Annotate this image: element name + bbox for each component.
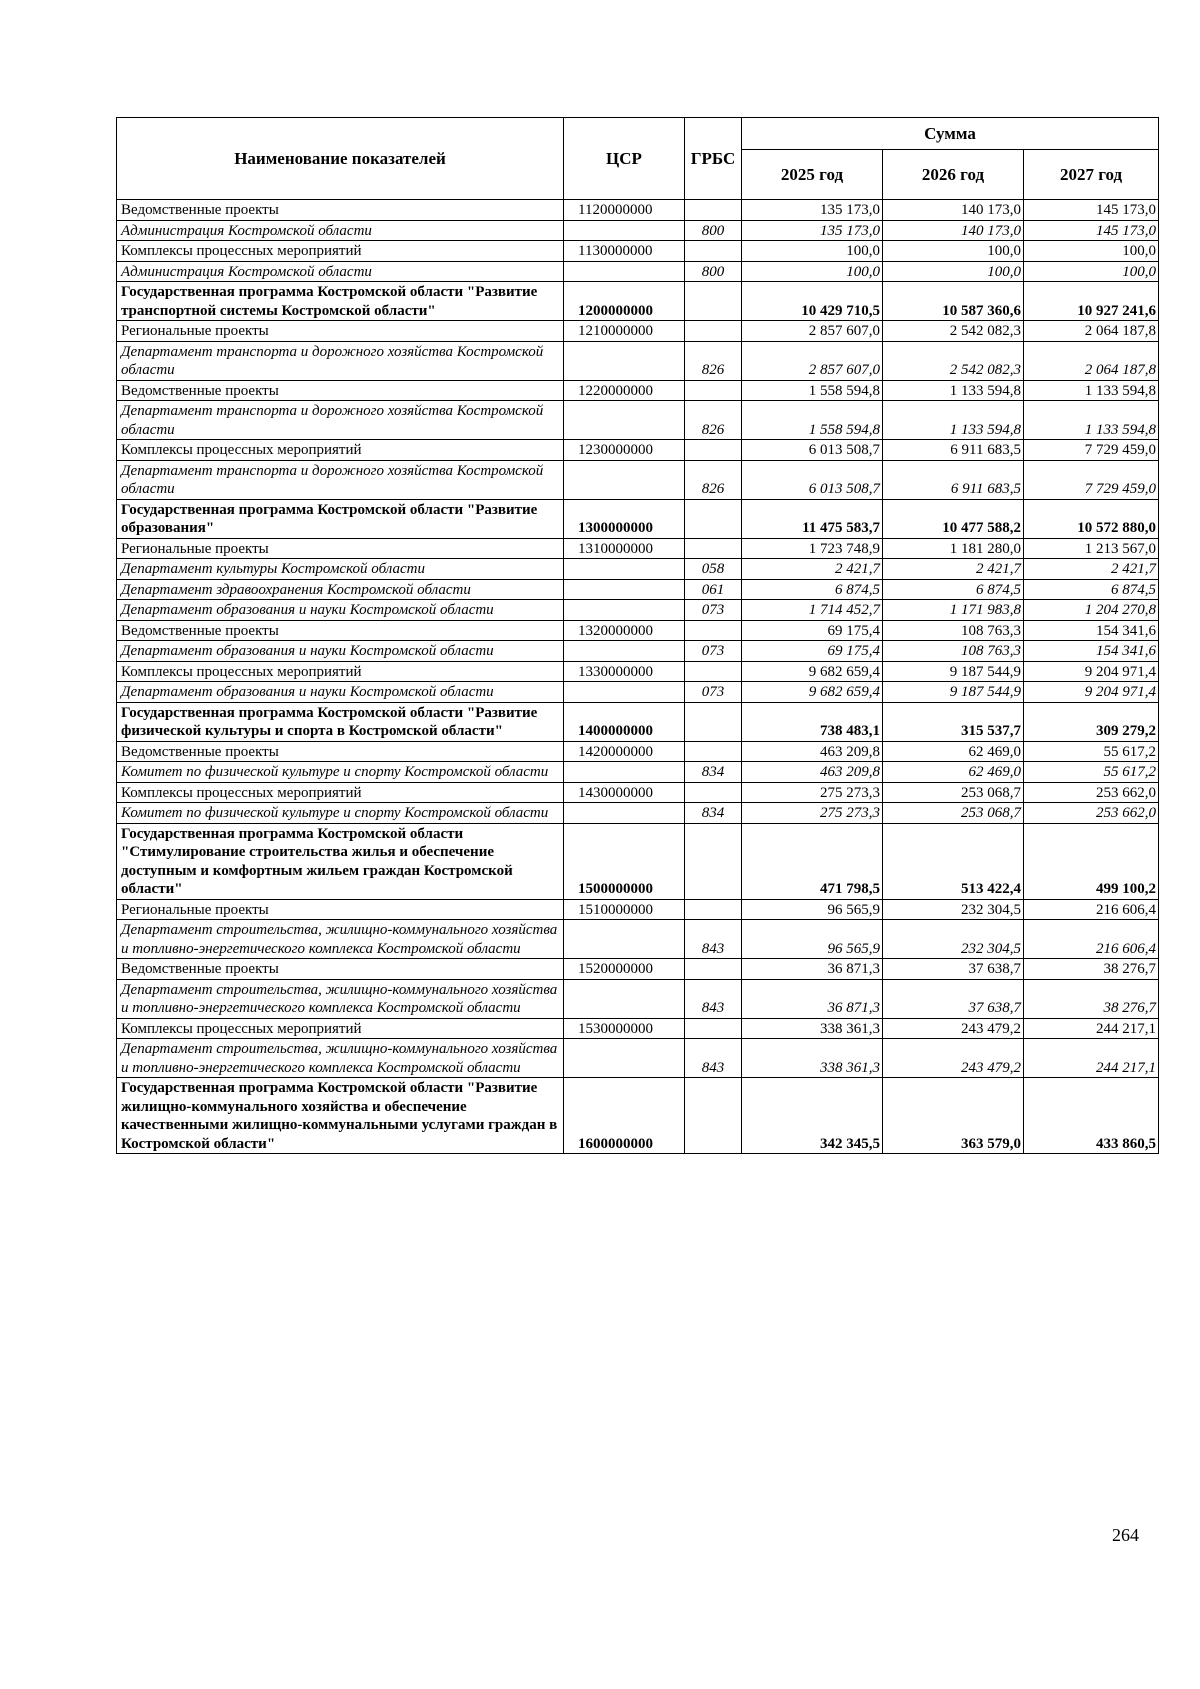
cell-name: Государственная программа Костромской области "Развитие жилищно-коммунального хозяйства и обеспечение качественными жилищно-коммунальными услугами граждан в Костромской области" [117, 1078, 564, 1154]
table-body [117, 200, 1159, 1154]
cell-name: Департамент образования и науки Костромской области [117, 682, 564, 703]
table-row [117, 782, 1159, 803]
cell-sum-2026: 1 133 594,8 [883, 401, 1024, 440]
table-row [117, 341, 1159, 380]
cell-grbs [685, 380, 742, 401]
cell-sum-2027: 7 729 459,0 [1024, 440, 1159, 461]
cell-sum-2025: 463 209,8 [742, 762, 883, 783]
cell-name: Комитет по физической культуре и спорту Костромской области [117, 803, 564, 824]
cell-sum-2026: 100,0 [883, 241, 1024, 262]
cell-sum-2025: 275 273,3 [742, 803, 883, 824]
cell-name: Региональные проекты [117, 538, 564, 559]
cell-name: Ведомственные проекты [117, 741, 564, 762]
cell-sum-2025: 9 682 659,4 [742, 682, 883, 703]
cell-grbs [685, 661, 742, 682]
table-row [117, 762, 1159, 783]
cell-csr [564, 1039, 685, 1078]
cell-sum-2025: 2 857 607,0 [742, 321, 883, 342]
cell-name: Департамент образования и науки Костромской области [117, 641, 564, 662]
cell-grbs [685, 823, 742, 899]
cell-grbs [685, 282, 742, 321]
table-row [117, 401, 1159, 440]
cell-sum-2025: 6 013 508,7 [742, 460, 883, 499]
cell-sum-2026: 1 171 983,8 [883, 600, 1024, 621]
header-grbs: ГРБС [685, 118, 742, 200]
cell-grbs: 826 [685, 401, 742, 440]
cell-sum-2026: 253 068,7 [883, 803, 1024, 824]
cell-sum-2026: 232 304,5 [883, 920, 1024, 959]
cell-name: Комитет по физической культуре и спорту Костромской области [117, 762, 564, 783]
cell-csr [564, 600, 685, 621]
cell-sum-2026: 10 587 360,6 [883, 282, 1024, 321]
cell-grbs [685, 959, 742, 980]
cell-name: Департамент строительства, жилищно-коммунального хозяйства и топливно-энергетического комплекса Костромской области [117, 979, 564, 1018]
cell-sum-2025: 96 565,9 [742, 899, 883, 920]
cell-csr: 1210000000 [564, 321, 685, 342]
cell-sum-2026: 6 911 683,5 [883, 460, 1024, 499]
cell-sum-2027: 1 133 594,8 [1024, 380, 1159, 401]
cell-sum-2027: 216 606,4 [1024, 899, 1159, 920]
cell-grbs [685, 241, 742, 262]
cell-name: Государственная программа Костромской области "Развитие образования" [117, 499, 564, 538]
cell-sum-2026: 100,0 [883, 261, 1024, 282]
cell-sum-2027: 2 064 187,8 [1024, 321, 1159, 342]
cell-csr [564, 641, 685, 662]
cell-sum-2025: 6 874,5 [742, 579, 883, 600]
table-row [117, 460, 1159, 499]
cell-sum-2027: 9 204 971,4 [1024, 682, 1159, 703]
cell-name: Департамент строительства, жилищно-коммунального хозяйства и топливно-энергетического комплекса Костромской области [117, 920, 564, 959]
cell-sum-2026: 9 187 544,9 [883, 682, 1024, 703]
table-row [117, 741, 1159, 762]
page-number: 264 [1112, 1525, 1139, 1545]
cell-name: Комплексы процессных мероприятий [117, 782, 564, 803]
cell-name: Ведомственные проекты [117, 380, 564, 401]
cell-sum-2026: 140 173,0 [883, 220, 1024, 241]
cell-sum-2026: 6 874,5 [883, 579, 1024, 600]
cell-csr: 1310000000 [564, 538, 685, 559]
cell-sum-2025: 36 871,3 [742, 979, 883, 1018]
table-row [117, 920, 1159, 959]
header-name: Наименование показателей [117, 118, 564, 200]
cell-name: Ведомственные проекты [117, 620, 564, 641]
cell-sum-2026: 2 421,7 [883, 559, 1024, 580]
cell-grbs [685, 440, 742, 461]
cell-sum-2025: 275 273,3 [742, 782, 883, 803]
cell-name: Департамент транспорта и дорожного хозяйства Костромской области [117, 341, 564, 380]
table-row [117, 620, 1159, 641]
cell-sum-2026: 62 469,0 [883, 741, 1024, 762]
cell-csr: 1500000000 [564, 823, 685, 899]
cell-grbs: 073 [685, 682, 742, 703]
cell-name: Комплексы процессных мероприятий [117, 241, 564, 262]
cell-name: Департамент образования и науки Костромской области [117, 600, 564, 621]
cell-csr [564, 460, 685, 499]
cell-csr: 1220000000 [564, 380, 685, 401]
cell-sum-2026: 108 763,3 [883, 641, 1024, 662]
cell-sum-2026: 2 542 082,3 [883, 341, 1024, 380]
cell-sum-2026: 363 579,0 [883, 1078, 1024, 1154]
cell-sum-2025: 11 475 583,7 [742, 499, 883, 538]
table-row [117, 499, 1159, 538]
table-row [117, 538, 1159, 559]
cell-sum-2026: 232 304,5 [883, 899, 1024, 920]
cell-sum-2025: 135 173,0 [742, 220, 883, 241]
table-row [117, 682, 1159, 703]
header-year-2027: 2027 год [1024, 150, 1159, 200]
cell-sum-2027: 38 276,7 [1024, 979, 1159, 1018]
cell-csr [564, 579, 685, 600]
cell-name: Департамент транспорта и дорожного хозяйства Костромской области [117, 401, 564, 440]
table-row [117, 1018, 1159, 1039]
table-row [117, 440, 1159, 461]
cell-grbs [685, 499, 742, 538]
cell-grbs: 800 [685, 261, 742, 282]
cell-sum-2026: 37 638,7 [883, 979, 1024, 1018]
cell-name: Комплексы процессных мероприятий [117, 440, 564, 461]
table-row [117, 702, 1159, 741]
table-row [117, 600, 1159, 621]
table-row [117, 959, 1159, 980]
cell-sum-2025: 738 483,1 [742, 702, 883, 741]
cell-csr: 1420000000 [564, 741, 685, 762]
table-row [117, 282, 1159, 321]
cell-sum-2025: 100,0 [742, 241, 883, 262]
cell-sum-2026: 2 542 082,3 [883, 321, 1024, 342]
cell-sum-2026: 9 187 544,9 [883, 661, 1024, 682]
cell-sum-2025: 463 209,8 [742, 741, 883, 762]
cell-sum-2025: 1 558 594,8 [742, 380, 883, 401]
cell-grbs [685, 1078, 742, 1154]
cell-grbs: 834 [685, 762, 742, 783]
cell-name: Департамент здравоохранения Костромской области [117, 579, 564, 600]
header-year-2026: 2026 год [883, 150, 1024, 200]
cell-grbs: 073 [685, 600, 742, 621]
cell-sum-2025: 342 345,5 [742, 1078, 883, 1154]
cell-sum-2025: 9 682 659,4 [742, 661, 883, 682]
table-row [117, 579, 1159, 600]
table-row [117, 261, 1159, 282]
cell-csr: 1300000000 [564, 499, 685, 538]
cell-name: Комплексы процессных мероприятий [117, 661, 564, 682]
cell-sum-2026: 1 133 594,8 [883, 380, 1024, 401]
cell-sum-2025: 471 798,5 [742, 823, 883, 899]
cell-sum-2025: 1 723 748,9 [742, 538, 883, 559]
cell-sum-2025: 2 421,7 [742, 559, 883, 580]
table-row [117, 661, 1159, 682]
table-row [117, 559, 1159, 580]
cell-grbs: 826 [685, 341, 742, 380]
cell-name: Департамент культуры Костромской области [117, 559, 564, 580]
cell-name: Государственная программа Костромской области "Развитие транспортной системы Костромской области" [117, 282, 564, 321]
cell-sum-2027: 9 204 971,4 [1024, 661, 1159, 682]
cell-grbs: 834 [685, 803, 742, 824]
cell-sum-2027: 55 617,2 [1024, 762, 1159, 783]
cell-grbs [685, 321, 742, 342]
cell-csr: 1510000000 [564, 899, 685, 920]
cell-grbs [685, 538, 742, 559]
cell-sum-2027: 38 276,7 [1024, 959, 1159, 980]
cell-sum-2027: 309 279,2 [1024, 702, 1159, 741]
cell-name: Государственная программа Костромской области "Развитие физической культуры и спорта в Костромской области" [117, 702, 564, 741]
cell-grbs [685, 620, 742, 641]
cell-sum-2025: 6 013 508,7 [742, 440, 883, 461]
cell-sum-2026: 1 181 280,0 [883, 538, 1024, 559]
table-header [117, 118, 1159, 200]
budget-table-sheet [116, 117, 1158, 1154]
cell-sum-2027: 1 133 594,8 [1024, 401, 1159, 440]
cell-sum-2026: 140 173,0 [883, 200, 1024, 221]
cell-sum-2025: 69 175,4 [742, 620, 883, 641]
cell-grbs [685, 1018, 742, 1039]
cell-sum-2027: 145 173,0 [1024, 200, 1159, 221]
header-year-2025: 2025 год [742, 150, 883, 200]
cell-sum-2027: 100,0 [1024, 261, 1159, 282]
cell-csr [564, 261, 685, 282]
cell-name: Администрация Костромской области [117, 220, 564, 241]
cell-sum-2025: 338 361,3 [742, 1018, 883, 1039]
table-row [117, 380, 1159, 401]
cell-grbs [685, 741, 742, 762]
cell-sum-2027: 433 860,5 [1024, 1078, 1159, 1154]
cell-csr: 1120000000 [564, 200, 685, 221]
cell-csr [564, 341, 685, 380]
cell-csr: 1330000000 [564, 661, 685, 682]
cell-csr [564, 920, 685, 959]
cell-csr: 1520000000 [564, 959, 685, 980]
cell-name: Региональные проекты [117, 899, 564, 920]
cell-csr: 1230000000 [564, 440, 685, 461]
cell-sum-2026: 6 911 683,5 [883, 440, 1024, 461]
cell-sum-2027: 2 421,7 [1024, 559, 1159, 580]
cell-grbs: 843 [685, 920, 742, 959]
cell-csr: 1600000000 [564, 1078, 685, 1154]
cell-name: Администрация Костромской области [117, 261, 564, 282]
cell-grbs: 826 [685, 460, 742, 499]
cell-csr: 1400000000 [564, 702, 685, 741]
cell-csr: 1200000000 [564, 282, 685, 321]
cell-sum-2027: 154 341,6 [1024, 641, 1159, 662]
cell-sum-2025: 135 173,0 [742, 200, 883, 221]
cell-name: Комплексы процессных мероприятий [117, 1018, 564, 1039]
table-row [117, 220, 1159, 241]
cell-grbs [685, 899, 742, 920]
cell-sum-2027: 244 217,1 [1024, 1039, 1159, 1078]
cell-sum-2025: 10 429 710,5 [742, 282, 883, 321]
table-row [117, 200, 1159, 221]
cell-sum-2026: 108 763,3 [883, 620, 1024, 641]
cell-csr: 1430000000 [564, 782, 685, 803]
cell-sum-2027: 6 874,5 [1024, 579, 1159, 600]
cell-sum-2025: 100,0 [742, 261, 883, 282]
cell-csr [564, 803, 685, 824]
cell-sum-2027: 499 100,2 [1024, 823, 1159, 899]
cell-sum-2026: 243 479,2 [883, 1018, 1024, 1039]
cell-sum-2026: 253 068,7 [883, 782, 1024, 803]
cell-sum-2027: 2 064 187,8 [1024, 341, 1159, 380]
cell-grbs [685, 702, 742, 741]
cell-csr [564, 762, 685, 783]
cell-sum-2027: 145 173,0 [1024, 220, 1159, 241]
cell-csr [564, 220, 685, 241]
table-row [117, 641, 1159, 662]
cell-sum-2025: 2 857 607,0 [742, 341, 883, 380]
cell-sum-2027: 10 927 241,6 [1024, 282, 1159, 321]
table-row [117, 823, 1159, 899]
cell-sum-2025: 69 175,4 [742, 641, 883, 662]
cell-grbs: 843 [685, 979, 742, 1018]
cell-grbs [685, 782, 742, 803]
cell-sum-2025: 1 558 594,8 [742, 401, 883, 440]
header-csr: ЦСР [564, 118, 685, 200]
cell-grbs: 073 [685, 641, 742, 662]
cell-sum-2025: 1 714 452,7 [742, 600, 883, 621]
header-sum: Сумма [742, 118, 1159, 150]
table-row [117, 899, 1159, 920]
cell-sum-2027: 1 204 270,8 [1024, 600, 1159, 621]
cell-sum-2027: 55 617,2 [1024, 741, 1159, 762]
budget-table [116, 117, 1159, 1154]
cell-sum-2026: 513 422,4 [883, 823, 1024, 899]
table-row [117, 1039, 1159, 1078]
cell-sum-2027: 100,0 [1024, 241, 1159, 262]
table-row [117, 241, 1159, 262]
cell-name: Департамент транспорта и дорожного хозяйства Костромской области [117, 460, 564, 499]
cell-name: Региональные проекты [117, 321, 564, 342]
table-row [117, 979, 1159, 1018]
cell-sum-2027: 1 213 567,0 [1024, 538, 1159, 559]
table-row [117, 321, 1159, 342]
cell-sum-2026: 10 477 588,2 [883, 499, 1024, 538]
cell-sum-2026: 315 537,7 [883, 702, 1024, 741]
cell-sum-2027: 216 606,4 [1024, 920, 1159, 959]
cell-sum-2027: 7 729 459,0 [1024, 460, 1159, 499]
cell-name: Государственная программа Костромской области "Стимулирование строительства жилья и обеспечение доступным и комфортным жильем граждан Костромской области" [117, 823, 564, 899]
cell-csr: 1320000000 [564, 620, 685, 641]
cell-sum-2026: 37 638,7 [883, 959, 1024, 980]
cell-csr [564, 559, 685, 580]
table-row [117, 1078, 1159, 1154]
cell-sum-2026: 62 469,0 [883, 762, 1024, 783]
cell-sum-2027: 154 341,6 [1024, 620, 1159, 641]
cell-csr: 1530000000 [564, 1018, 685, 1039]
cell-csr [564, 979, 685, 1018]
cell-csr [564, 401, 685, 440]
cell-name: Ведомственные проекты [117, 200, 564, 221]
cell-csr [564, 682, 685, 703]
cell-grbs: 800 [685, 220, 742, 241]
table-row [117, 803, 1159, 824]
cell-sum-2027: 244 217,1 [1024, 1018, 1159, 1039]
cell-sum-2025: 96 565,9 [742, 920, 883, 959]
cell-sum-2027: 10 572 880,0 [1024, 499, 1159, 538]
cell-name: Ведомственные проекты [117, 959, 564, 980]
cell-sum-2025: 338 361,3 [742, 1039, 883, 1078]
cell-csr: 1130000000 [564, 241, 685, 262]
cell-sum-2026: 243 479,2 [883, 1039, 1024, 1078]
cell-sum-2025: 36 871,3 [742, 959, 883, 980]
cell-sum-2027: 253 662,0 [1024, 782, 1159, 803]
cell-grbs: 061 [685, 579, 742, 600]
cell-grbs [685, 200, 742, 221]
cell-name: Департамент строительства, жилищно-коммунального хозяйства и топливно-энергетического комплекса Костромской области [117, 1039, 564, 1078]
cell-grbs: 058 [685, 559, 742, 580]
cell-grbs: 843 [685, 1039, 742, 1078]
cell-sum-2027: 253 662,0 [1024, 803, 1159, 824]
